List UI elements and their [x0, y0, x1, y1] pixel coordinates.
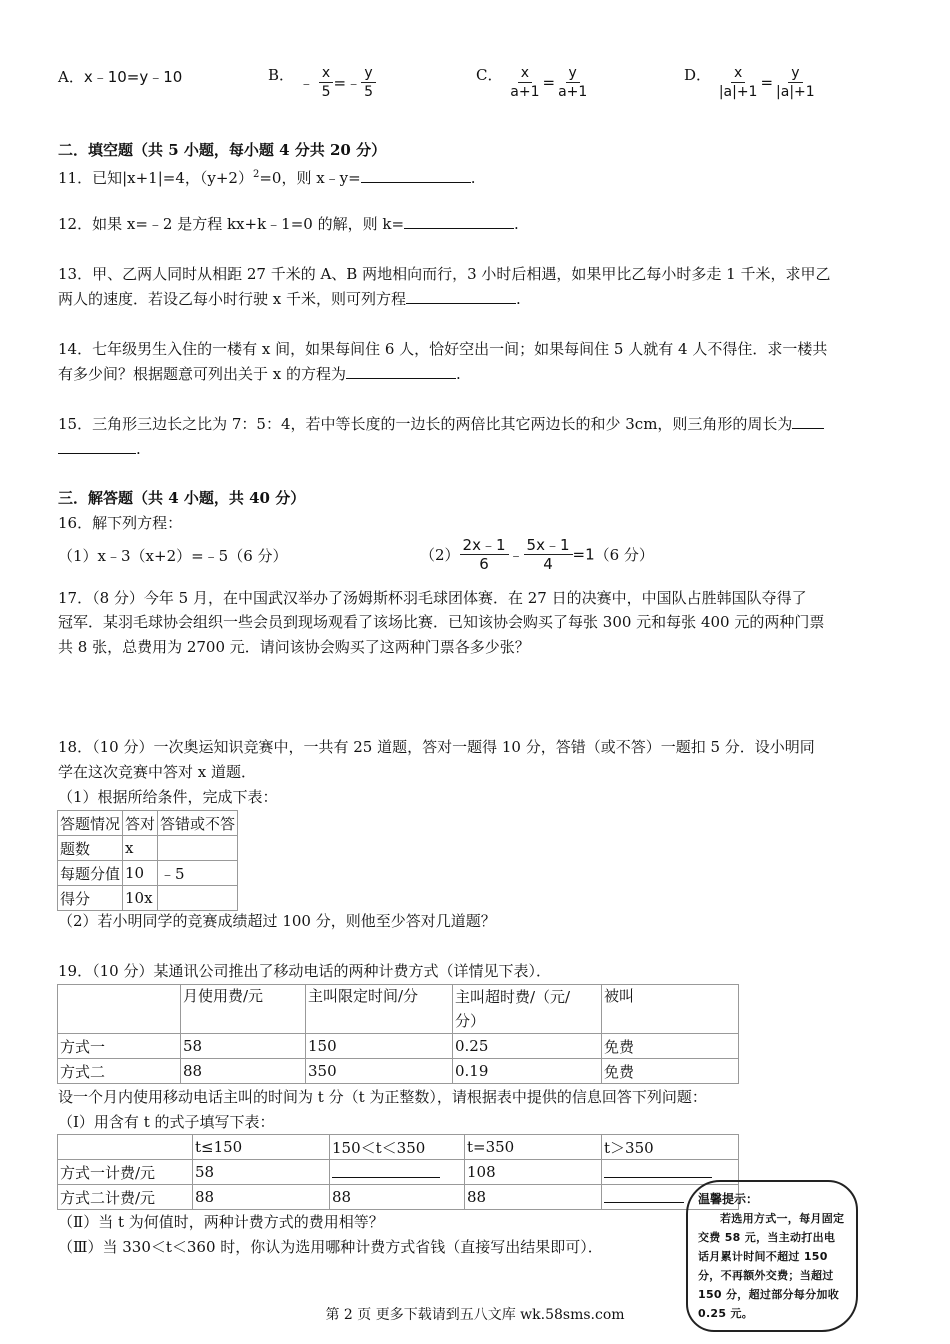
question-13-line1: 13．甲、乙两人同时从相距 27 千米的 A、B 两地相向而行，3 小时后相遇，如果甲比乙每小时多走 1 千米，求甲乙 — [58, 265, 831, 283]
table-cell: 58 — [193, 1160, 330, 1185]
numerator: x — [731, 64, 745, 83]
question-16-part1: （1）x﹣3（x+2）=﹣5（6 分） — [58, 547, 288, 565]
question-14-line1: 14．七年级男生入住的一楼有 x 间，如果每间住 6 人，恰好空出一间；如果每间住 5 人就有 4 人不得住．求一楼共 — [58, 340, 828, 358]
table-cell — [453, 985, 602, 1034]
q16-p2-label: （2） — [420, 546, 460, 564]
answer-blank[interactable] — [604, 1188, 684, 1203]
question-19-part1: （Ⅰ）用含有 t 的式子填写下表： — [58, 1113, 275, 1131]
question-16-part2 — [420, 536, 654, 573]
q13-end: . — [516, 290, 521, 308]
table-row — [58, 1059, 739, 1084]
q11-end: . — [470, 169, 476, 187]
table-cell: 0.25 — [453, 1034, 602, 1059]
question-18-part1: （1）根据所给条件，完成下表： — [58, 788, 278, 806]
q19-fee-table — [57, 984, 739, 1084]
question-17-line3: 共 8 张，总费用为 2700 元．请问该协会购买了这两种门票各多少张？ — [58, 638, 530, 656]
table-cell: 方式一计费/元 — [58, 1160, 193, 1185]
option-d-equals: = — [760, 73, 774, 92]
table-cell: 题数 — [58, 836, 123, 861]
tip-title: 温馨提示： — [698, 1192, 759, 1206]
table-row — [58, 811, 238, 836]
q14-blank[interactable] — [346, 364, 456, 379]
table-cell: 58 — [181, 1034, 306, 1059]
question-15-line2 — [58, 438, 141, 460]
table-cell: 方式二 — [58, 1059, 181, 1084]
question-15-line1 — [58, 413, 824, 435]
question-18-line1: 18．（10 分）一次奥运知识竞赛中，一共有 25 道题，答对一题得 10 分，答错（或不答）一题扣 5 分．设小明同 — [58, 738, 815, 756]
table-cell: 被叫 — [602, 985, 739, 1034]
q18-answer-table — [57, 810, 238, 911]
question-16-intro: 16．解下列方程： — [58, 514, 183, 532]
table-row — [58, 1185, 739, 1210]
option-b-frac-left — [319, 64, 334, 101]
option-d-label: D． — [684, 66, 712, 84]
page-footer: 第 2 页 更多下载请到五八文库 wk.58sms.com — [325, 1307, 625, 1323]
q11-sup: 2 — [252, 169, 260, 180]
numerator: x — [319, 64, 333, 83]
question-11 — [58, 164, 476, 189]
denominator: |a|+1 — [776, 84, 815, 100]
q12-text: 12．如果 x=﹣2 是方程 kx+k﹣1=0 的解，则 k= — [58, 215, 405, 233]
table-row — [58, 1135, 739, 1160]
option-d — [684, 64, 818, 101]
table-cell: 免费 — [602, 1059, 739, 1084]
q13-text: 两人的速度．若设乙每小时行驶 x 千米，则可列方程 — [58, 290, 406, 308]
table-cell: t≤150 — [193, 1135, 330, 1160]
q13-blank[interactable] — [406, 289, 516, 304]
table-row — [58, 1034, 739, 1059]
option-c-frac-left — [507, 64, 542, 101]
table-cell: x — [123, 836, 158, 861]
option-c-label: C． — [476, 66, 503, 84]
answer-blank[interactable] — [604, 1163, 712, 1178]
table-cell: 88 — [465, 1185, 602, 1210]
q16-equals: =1 — [572, 545, 595, 564]
table-cell: 每题分值 — [58, 861, 123, 886]
denominator: |a|+1 — [718, 84, 758, 100]
question-19-part2: （Ⅱ）当 t 为何值时，两种计费方式的费用相等？ — [58, 1213, 384, 1231]
table-cell: 10x — [123, 886, 158, 911]
q15-text: 15．三角形三边长之比为 7：5：4，若中等长度的一边长的两倍比其它两边长的和少 3cm，则三角形的周长为 — [58, 415, 793, 433]
table-row — [58, 886, 238, 911]
numerator: 2x﹣1 — [460, 536, 509, 555]
q16-frac-left — [460, 536, 509, 573]
table-cell: 月使用费/元 — [181, 985, 306, 1034]
q16-frac-right — [524, 536, 573, 573]
table-cell: 10 — [123, 861, 158, 886]
q15-blank-end[interactable] — [58, 439, 136, 454]
numerator: y — [566, 64, 580, 83]
q12-blank[interactable] — [404, 214, 514, 229]
question-19-line1: 19．（10 分）某通讯公司推出了移动电话的两种计费方式（详情见下表）． — [58, 962, 551, 980]
q16-p2-score: （6 分） — [594, 546, 654, 564]
q12-end: . — [514, 215, 519, 233]
question-14-line2 — [58, 363, 461, 385]
q14-text: 有多少间？根据题意可列出关于 x 的方程为 — [58, 365, 346, 383]
option-a-text: x﹣10=y﹣10 — [83, 68, 183, 86]
q15-blank-start[interactable] — [792, 414, 824, 429]
q16-minus: ﹣ — [508, 546, 524, 564]
table-row — [58, 1160, 739, 1185]
denominator: 5 — [364, 84, 374, 100]
question-12 — [58, 213, 519, 235]
table-row — [58, 985, 739, 1034]
table-cell-answer[interactable] — [158, 836, 238, 861]
table-cell: 108 — [465, 1160, 602, 1185]
q11-blank[interactable] — [361, 168, 471, 183]
table-cell: 主叫限定时间/分 — [306, 985, 453, 1034]
question-18-part2: （2）若小明同学的竞赛成绩超过 100 分，则他至少答对几道题？ — [58, 912, 496, 930]
table-row — [58, 861, 238, 886]
q19-formula-table — [57, 1134, 739, 1210]
table-cell-answer[interactable] — [330, 1160, 465, 1185]
numerator: 5x﹣1 — [524, 536, 573, 555]
table-cell: 150＜t＜350 — [330, 1135, 465, 1160]
option-b — [268, 64, 376, 101]
q14-end: . — [456, 365, 461, 383]
table-cell: 答对 — [123, 811, 158, 836]
option-a-label: A． — [58, 68, 84, 86]
question-19-part3: （Ⅲ）当 330＜t＜360 时，你认为选用哪种计费方式省钱（直接写出结果即可）． — [58, 1238, 603, 1256]
q11-text: 11．已知|x+1|=4，（y+2） — [58, 169, 253, 187]
table-cell: 得分 — [58, 886, 123, 911]
option-d-frac-right — [773, 64, 818, 101]
table-cell: 88 — [181, 1059, 306, 1084]
option-b-frac-right — [361, 64, 376, 101]
table-cell: 方式二计费/元 — [58, 1185, 193, 1210]
denominator: a+1 — [558, 84, 588, 100]
header-text-wrap: 分） — [455, 1012, 486, 1030]
table-cell: 350 — [306, 1059, 453, 1084]
option-a — [58, 66, 182, 87]
table-cell: 150 — [306, 1034, 453, 1059]
tip-body: 若选用方式一，每月固定交费 58 元，当主动打出电话月累计时间不超过 150 分，不再额外交费；当超过 150 分，超过部分每分加收 0.25 元。 — [698, 1212, 845, 1320]
denominator: 4 — [543, 555, 553, 573]
table-cell — [58, 1135, 193, 1160]
option-c-equals: = — [542, 73, 556, 92]
denominator: 5 — [321, 84, 331, 100]
table-cell: 答错或不答 — [158, 811, 238, 836]
option-b-label: B． — [268, 66, 295, 84]
section2-heading: 二．填空题（共 5 小题，每小题 4 分共 20 分） — [58, 141, 387, 159]
denominator: 6 — [479, 555, 489, 573]
q11-rest: =0，则 x﹣y= — [259, 169, 361, 187]
option-b-minus: ﹣ — [298, 74, 314, 92]
header-text: 主叫超时费/（元/ — [455, 988, 571, 1006]
section3-heading: 三．解答题（共 4 小题，共 40 分） — [58, 489, 306, 507]
table-cell: 0.19 — [453, 1059, 602, 1084]
table-cell: 免费 — [602, 1034, 739, 1059]
answer-blank[interactable] — [332, 1163, 440, 1178]
denominator: a+1 — [510, 84, 540, 100]
table-cell: 方式一 — [58, 1034, 181, 1059]
option-c — [476, 64, 590, 101]
table-row — [58, 836, 238, 861]
q15-end: . — [136, 440, 141, 458]
question-19-line2: 设一个月内使用移动电话主叫的时间为 t 分（t 为正整数），请根据表中提供的信息回答下列问题： — [58, 1088, 707, 1106]
table-cell: 88 — [330, 1185, 465, 1210]
option-d-frac-left — [716, 64, 761, 101]
option-b-equals: =﹣ — [333, 74, 362, 92]
table-cell-answer[interactable] — [158, 886, 238, 911]
table-cell — [58, 985, 181, 1034]
question-17-line2: 冠军．某羽毛球协会组织一些会员到现场观看了该场比赛．已知该协会购买了每张 300 元和每张 400 元的两种门票 — [58, 613, 825, 631]
option-c-frac-right — [555, 64, 590, 101]
numerator: x — [518, 64, 532, 83]
question-13-line2 — [58, 288, 521, 310]
table-cell: 答题情况 — [58, 811, 123, 836]
table-cell: ﹣5 — [158, 861, 238, 886]
numerator: y — [361, 64, 375, 83]
table-cell: t＞350 — [602, 1135, 739, 1160]
numerator: y — [788, 64, 802, 83]
question-18-line2: 学在这次竞赛中答对 x 道题． — [58, 763, 256, 781]
table-cell: 88 — [193, 1185, 330, 1210]
table-cell: t=350 — [465, 1135, 602, 1160]
question-17-line1: 17．（8 分）今年 5 月，在中国武汉举办了汤姆斯杯羽毛球团体赛．在 27 日的决赛中，中国队占胜韩国队夺得了 — [58, 589, 807, 607]
